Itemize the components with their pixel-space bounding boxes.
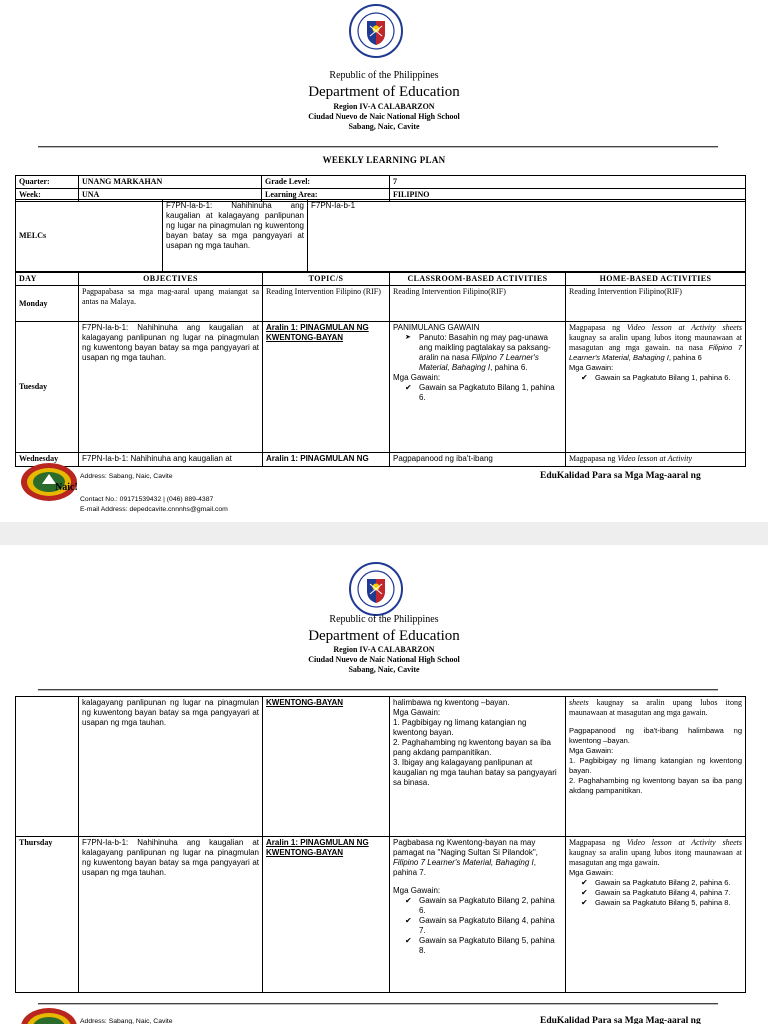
tuesday-row (16, 322, 746, 453)
republic-label: Republic of the Philippines (329, 614, 439, 625)
school-address: Sabang, Naic, Cavite (348, 122, 420, 131)
thursday-classroom: Pagbabasa ng Kwentong-bayan na may pamagat na "Naging Sultan Si Pilandok", Filipino 7 Learner's Material, Bahaging I, pahina 7. Mga Gawain: ✔ Gawain sa Pagkatuto Bilang 2, pahina 6. ✔ Gawain sa Pagkatuto Bilang 4, pahina 7. ✔ Gawain sa Pagkatuto Bilang 5, pahina 8. (390, 837, 566, 993)
wednesday-home-cont: sheets kaugnay sa aralin upang lubos itong maunawaan at masagutan ang mga gawain. Pagpapanood ng iba't-ibang halimbawa ng kwentong –bayan. Mga Gawain: 1. Pagbibigay ng limang katangian ng kwentong bayan. 2. Paghahambing ng kwentong bayan sa iba pang akdang pampanitikan. (566, 697, 746, 837)
thursday-topic: Aralin 1: PINAGMULAN NG KWENTONG-BAYAN (263, 837, 390, 993)
classroom-item: 2. Paghahambing ng kwentong bayan sa iba pang akdang pampanitikan. (393, 738, 551, 757)
monday-row (16, 286, 746, 322)
mga-gawain-label: Mga Gawain: (569, 868, 614, 877)
wednesday-classroom: Pagpapanood ng iba't-ibang (390, 453, 566, 467)
thursday-objective: F7PN-Ia-b-1: Nahihinuha ang kaugalian at kalagayang panlipunan ng lugar na pinagmulan ng kuwentong bayan batay sa mga pangyayari at usapan ng mga tauhan. (79, 837, 263, 993)
footer-motto: EduKalidad Para sa Mga Mag-aaral ng (540, 1016, 701, 1024)
republic-label: Republic of the Philippines (329, 70, 439, 81)
day-cell-empty (16, 697, 79, 837)
tuesday-classroom (390, 322, 566, 453)
wednesday-topic: Aralin 1: PINAGMULAN NG (263, 453, 390, 467)
school-logo-icon (20, 1007, 78, 1024)
melcs-code: F7PN-Ia-b-1 (308, 200, 746, 272)
monday-classroom: Reading Intervention Filipino(RIF) (390, 286, 566, 322)
thursday-row (16, 837, 746, 993)
panuto-item: ➤ Panuto: Basahin ng may pag-unawa ang maikling pagtalakay sa paksang-aralin na nasa Filipino 7 Learner's Material, Bahaging I, pahina 6. (405, 333, 562, 373)
footer-email: E-mail Address: depedcavite.cnnnhs@gmail.com (80, 506, 228, 513)
tuesday-home: Magpapasa ng Video lesson at Activity sheets kaugnay sa aralin upang lubos itong maunawaan at masagutan ang mga gawain. na nasa Filipino 7 Learner's Material, Bahaging I, pahina 6 Mga Gawain: ✔ Gawain sa Pagkatuto Bilang 1, pahina 6. (566, 322, 746, 453)
school-name: Ciudad Nuevo de Naic National High School (308, 112, 460, 121)
deped-seal-icon (349, 562, 403, 616)
wednesday-classroom-cont: halimbawa ng kwentong –bayan. Mga Gawain: 1. Pagbibigay ng limang katangian ng kwentong bayan. 2. Paghahambing ng kwentong bayan sa iba pang akdang pampanitikan. 3. Ibigay ang kalagayang panlipunan at kaugalian ng mga tauhan batay sa pangyayari sa binasa. (390, 697, 566, 837)
home-item: 1. Pagbibigay ng limang katangian ng kwentong bayan. (569, 756, 742, 775)
footer-address: Address: Sabang, Naic, Cavite (80, 1018, 173, 1024)
wednesday-objective-cont: kalagayang panlipunan ng lugar na pinagmulan ng kuwentong bayan batay sa mga pangyayari at usapan ng mga tauhan. (79, 697, 263, 837)
col-topics: TOPIC/S (263, 273, 390, 286)
mga-gawain-label: Mga Gawain: (393, 886, 441, 895)
monday-topic: Reading Intervention Filipino (RIF) (263, 286, 390, 322)
checklist-item: ✔ Gawain sa Pagkatuto Bilang 4, pahina 7. (405, 916, 562, 936)
wednesday-home: Magpapasa ng Video lesson at Activity (566, 453, 746, 467)
checklist-item: ✔ Gawain sa Pagkatuto Bilang 5, pahina 8. (581, 898, 742, 908)
mga-gawain-label: Mga Gawain: (393, 708, 441, 717)
plan-table-continued (15, 696, 746, 993)
footer-contact: Contact No.: 09171539432 | (046) 889-4387 (80, 496, 214, 503)
grade-label: Grade Level: (262, 176, 390, 189)
checklist-item: ✔ Gawain sa Pagkatuto Bilang 5, pahina 8. (405, 936, 562, 956)
checklist-item: ✔ Gawain sa Pagkatuto Bilang 2, pahina 6. (581, 878, 742, 888)
department-title: Department of Education (308, 84, 460, 100)
day-tuesday: Tuesday (16, 322, 79, 453)
footer-divider (38, 1003, 718, 1004)
mga-gawain-label: Mga Gawain: (569, 363, 614, 372)
melcs-label: MELCs (16, 200, 163, 272)
monday-objective: Pagpapabasa sa mga mag-aaral upang maiangat sa antas na Malaya. (79, 286, 263, 322)
footer-motto: EduKalidad Para sa Mga Mag-aaral ng (540, 471, 701, 481)
checklist-item: ✔ Gawain sa Pagkatuto Bilang 1, pahina 6. (405, 383, 562, 403)
header-divider (38, 689, 718, 690)
col-objectives: OBJECTIVES (79, 273, 263, 286)
tuesday-objective: F7PN-Ia-b-1: Nahihinuha ang kaugalian at kalagayang panlipunan ng lugar na pinagmulan ng kuwentong bayan batay sa mga pangyayari at usapan ng mga tauhan. (79, 322, 263, 453)
plan-table (15, 272, 746, 467)
mga-gawain-label: Mga Gawain: (393, 373, 441, 382)
footer-address: Address: Sabang, Naic, Cavite (80, 473, 173, 480)
region-label: Region IV-A CALABARZON (333, 645, 435, 654)
melcs-table (15, 199, 746, 272)
header-divider (38, 146, 718, 147)
document-page-2 (0, 545, 768, 1024)
col-day: DAY (16, 273, 79, 286)
info-table (15, 175, 746, 202)
panimulang-gawain-heading: PANIMULANG GAWAIN (393, 323, 480, 332)
wednesday-topic-cont: KWENTONG-BAYAN (263, 697, 390, 837)
deped-seal-icon (349, 4, 403, 58)
area-label: Learning Area: (262, 189, 390, 202)
monday-home: Reading Intervention Filipino(RIF) (566, 286, 746, 322)
home-item: 2. Paghahambing ng kwentong bayan sa iba pang akdang pampanitikan. (569, 776, 742, 795)
week-value: UNA (79, 189, 262, 202)
quarter-label: Quarter: (16, 176, 79, 189)
day-wednesday: Wednesday (16, 453, 79, 467)
mga-gawain-label: Mga Gawain: (569, 746, 614, 755)
region-label: Region IV-A CALABARZON (333, 102, 435, 111)
school-address: Sabang, Naic, Cavite (348, 665, 420, 674)
checklist-item: ✔ Gawain sa Pagkatuto Bilang 1, pahina 6. (581, 373, 742, 383)
grade-value: 7 (390, 176, 746, 189)
department-title: Department of Education (308, 628, 460, 644)
day-thursday: Thursday (16, 837, 79, 993)
document-title: WEEKLY LEARNING PLAN (322, 155, 446, 165)
thursday-home: Magpapasa ng Video lesson at Activity sheets kaugnay sa aralin upang lubos itong maunawaan at masagutan ang mga gawain. Mga Gawain: ✔ Gawain sa Pagkatuto Bilang 2, pahina 6. ✔ Gawain sa Pagkatuto Bilang 4, pahina 7. ✔ Gawain sa Pagkatuto Bilang 5, pahina 8. (566, 837, 746, 993)
quarter-value: UNANG MARKAHAN (79, 176, 262, 189)
school-name: Ciudad Nuevo de Naic National High School (308, 655, 460, 664)
col-classroom: CLASSROOM-BASED ACTIVITIES (390, 273, 566, 286)
classroom-item: 1. Pagbibigay ng limang katangian ng kwentong bayan. (393, 718, 527, 737)
wednesday-objective: F7PN-Ia-b-1: Nahihinuha ang kaugalian at (79, 453, 263, 467)
wednesday-row (16, 453, 746, 467)
tuesday-topic: Aralin 1: PINAGMULAN NG KWENTONG-BAYAN (263, 322, 390, 453)
col-home: HOME-BASED ACTIVITIES (566, 273, 746, 286)
wednesday-cont-row (16, 697, 746, 837)
checklist-item: ✔ Gawain sa Pagkatuto Bilang 2, pahina 6. (405, 896, 562, 916)
checklist-item: ✔ Gawain sa Pagkatuto Bilang 4, pahina 7. (581, 888, 742, 898)
footer-overlap-text: Naic! (55, 482, 78, 493)
classroom-item: 3. Ibigay ang kalagayang panlipunan at kaugalian ng mga tauhan batay sa pangyayari sa binasa. (393, 758, 557, 787)
week-label: Week: (16, 189, 79, 202)
day-monday: Monday (16, 286, 79, 322)
melcs-text: F7PN-Ia-b-1: Nahihinuha ang kaugalian at kalagayang panlipunan ng lugar na pinagmulan ng kuwentong bayan batay sa mga pangyayari at usapan ng mga tauhan. (163, 200, 308, 272)
area-value: FILIPINO (390, 189, 746, 202)
